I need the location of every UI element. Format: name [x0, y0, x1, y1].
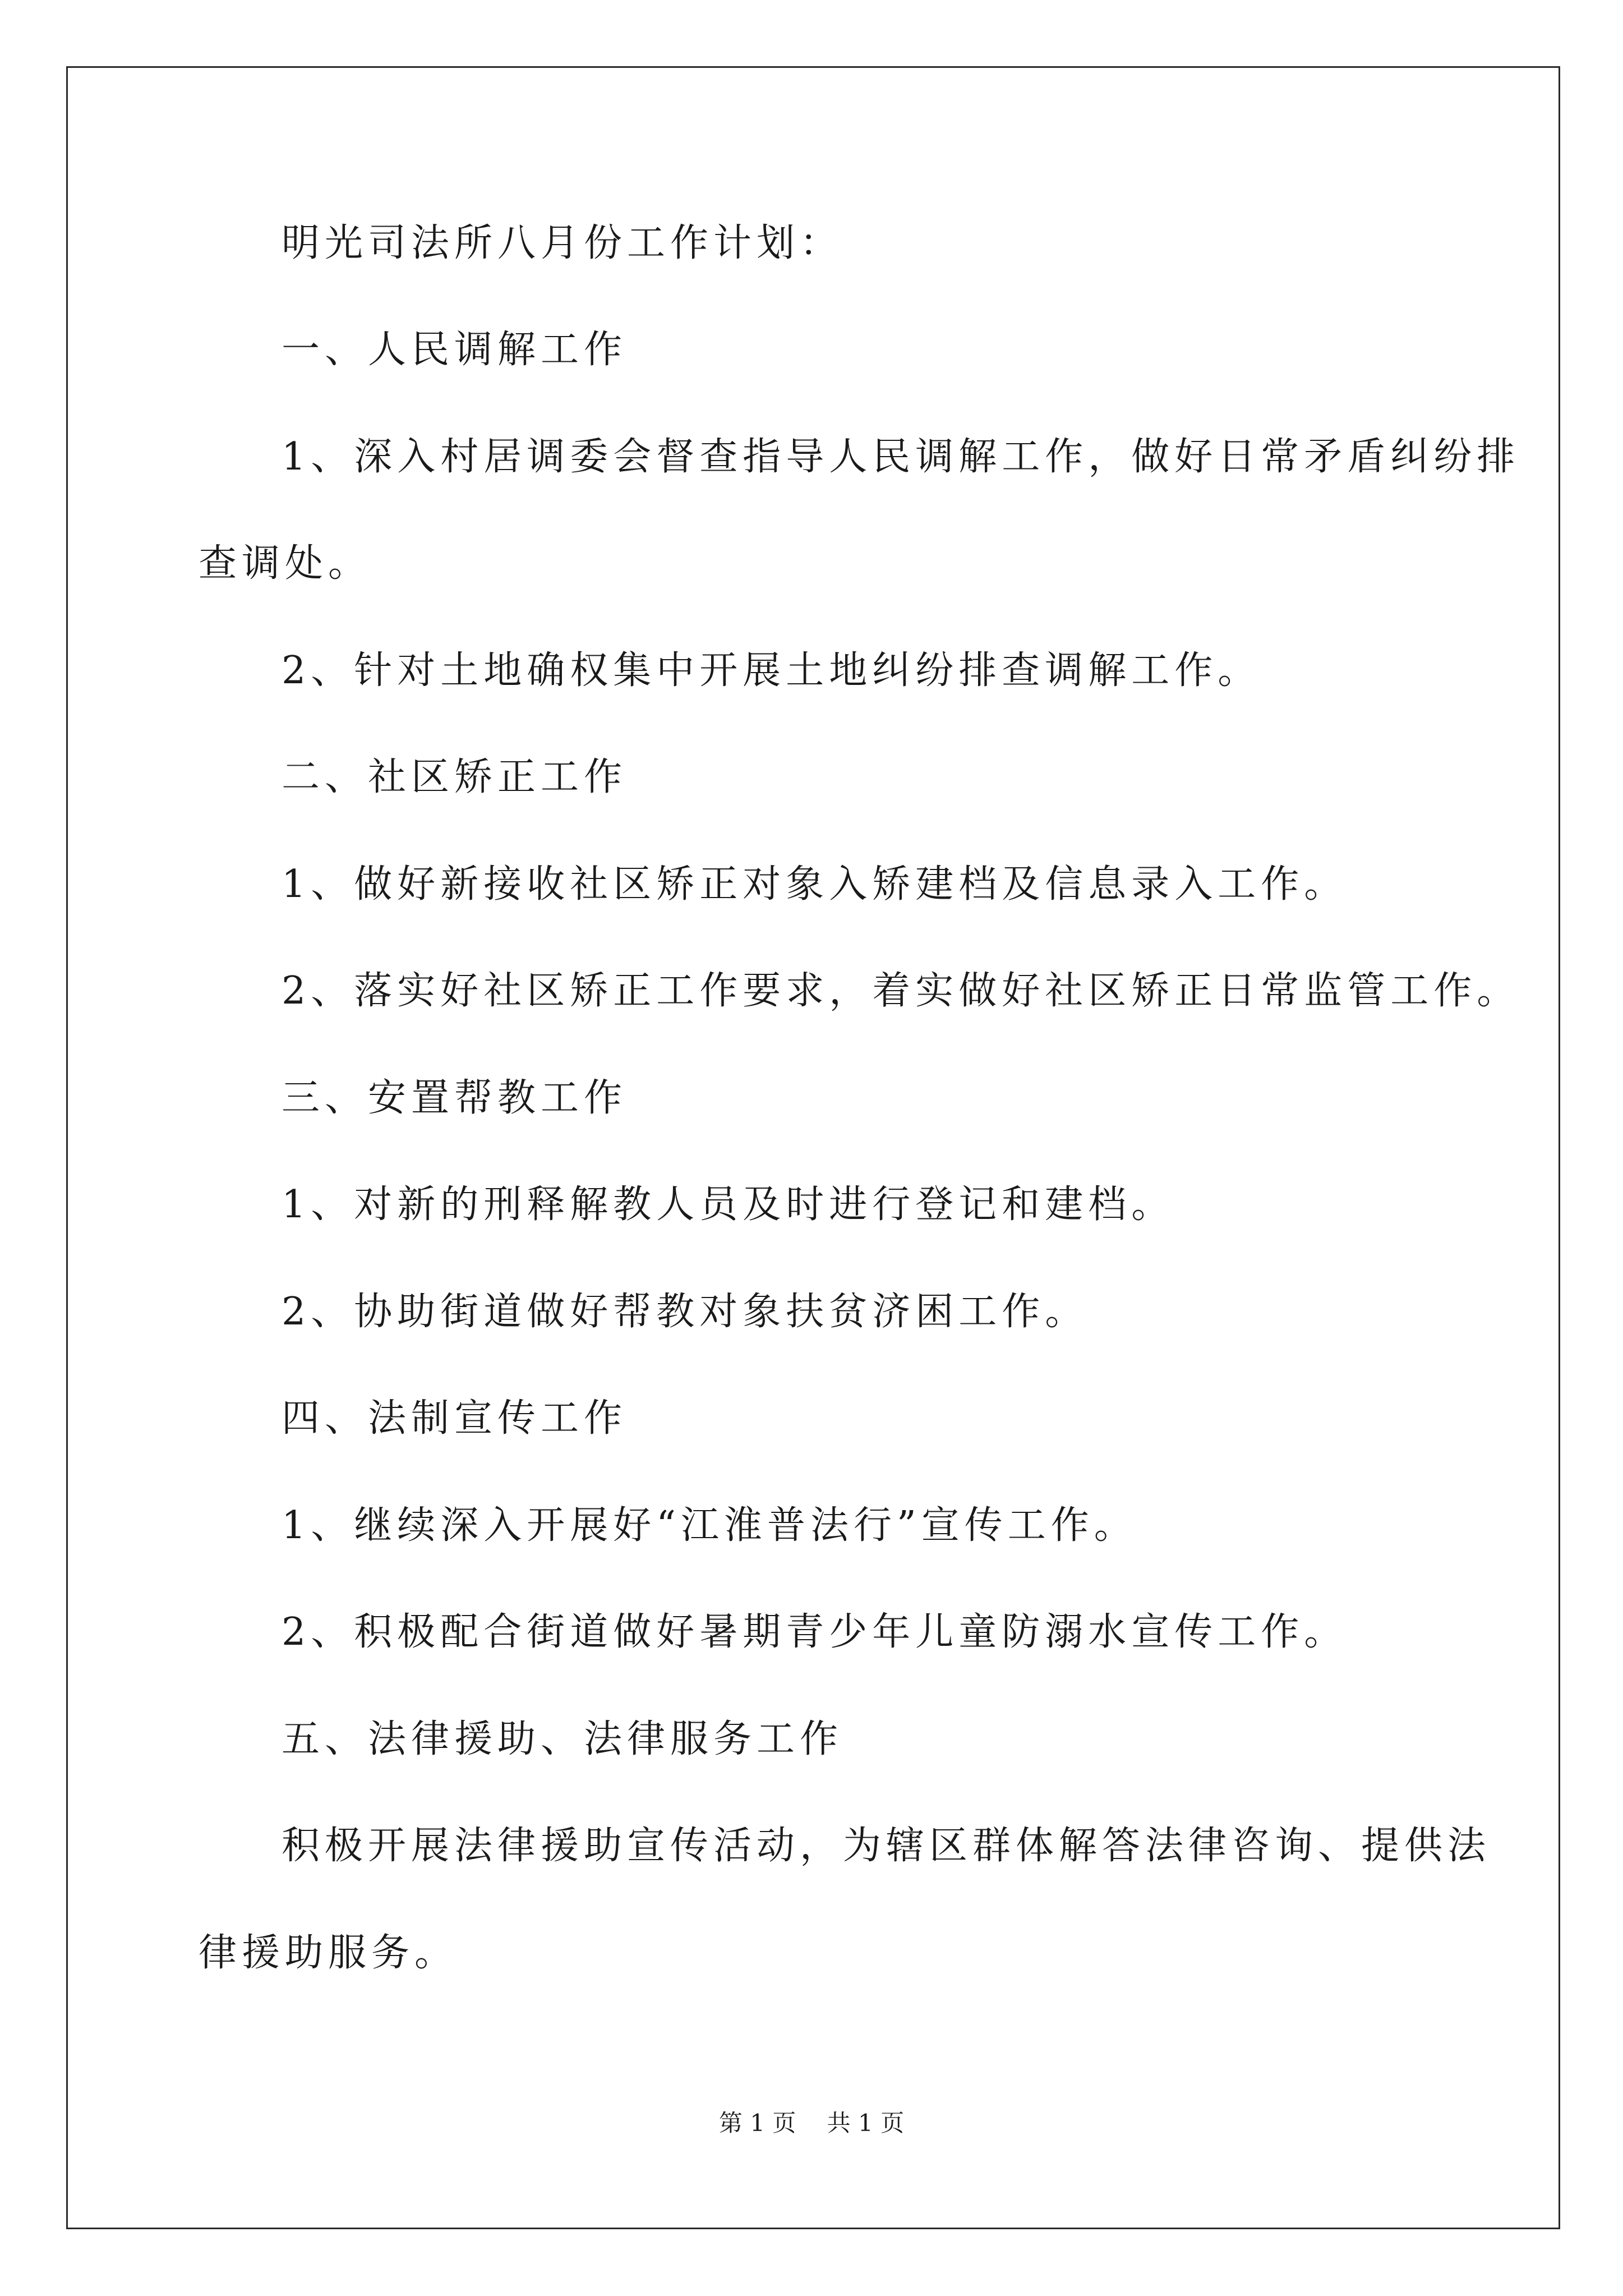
section-1-item-1: 1、深入村居调委会督查指导人民调解工作，做好日常矛盾纠纷排: [282, 435, 1520, 479]
page-number-footer: 第 1 页 共 1 页: [718, 2109, 905, 2137]
section-5-paragraph: 积极开展法律援助宣传活动，为辖区群体解答法律咨询、提供法: [282, 1824, 1491, 1868]
section-heading-3: 三、安置帮教工作: [282, 1076, 628, 1120]
page-border: [66, 66, 1560, 2229]
section-1-item-2: 2、针对土地确权集中开展土地纠纷排查调解工作。: [282, 648, 1261, 693]
section-4-item-1: 1、继续深入开展好“江淮普法行”宣传工作。: [282, 1503, 1137, 1548]
section-3-item-2: 2、协助街道做好帮教对象扶贫济困工作。: [282, 1290, 1089, 1334]
section-4-item-2: 2、积极配合街道做好暑期青少年儿童防溺水宣传工作。: [282, 1610, 1348, 1654]
section-1-item-1-continuation: 查调处。: [199, 541, 372, 586]
section-heading-1: 一、人民调解工作: [282, 328, 628, 372]
section-heading-2: 二、社区矫正工作: [282, 755, 628, 799]
section-2-item-2: 2、落实好社区矫正工作要求，着实做好社区矫正日常监管工作。: [282, 969, 1520, 1013]
section-5-paragraph-continuation: 律援助服务。: [199, 1931, 458, 1975]
section-3-item-1: 1、对新的刑释解教人员及时进行登记和建档。: [282, 1182, 1175, 1227]
section-2-item-1: 1、做好新接收社区矫正对象入矫建档及信息录入工作。: [282, 862, 1348, 907]
section-heading-4: 四、法制宣传工作: [282, 1396, 628, 1441]
section-heading-5: 五、法律援助、法律服务工作: [282, 1717, 843, 1761]
document-title: 明光司法所八月份工作计划：: [282, 221, 843, 265]
